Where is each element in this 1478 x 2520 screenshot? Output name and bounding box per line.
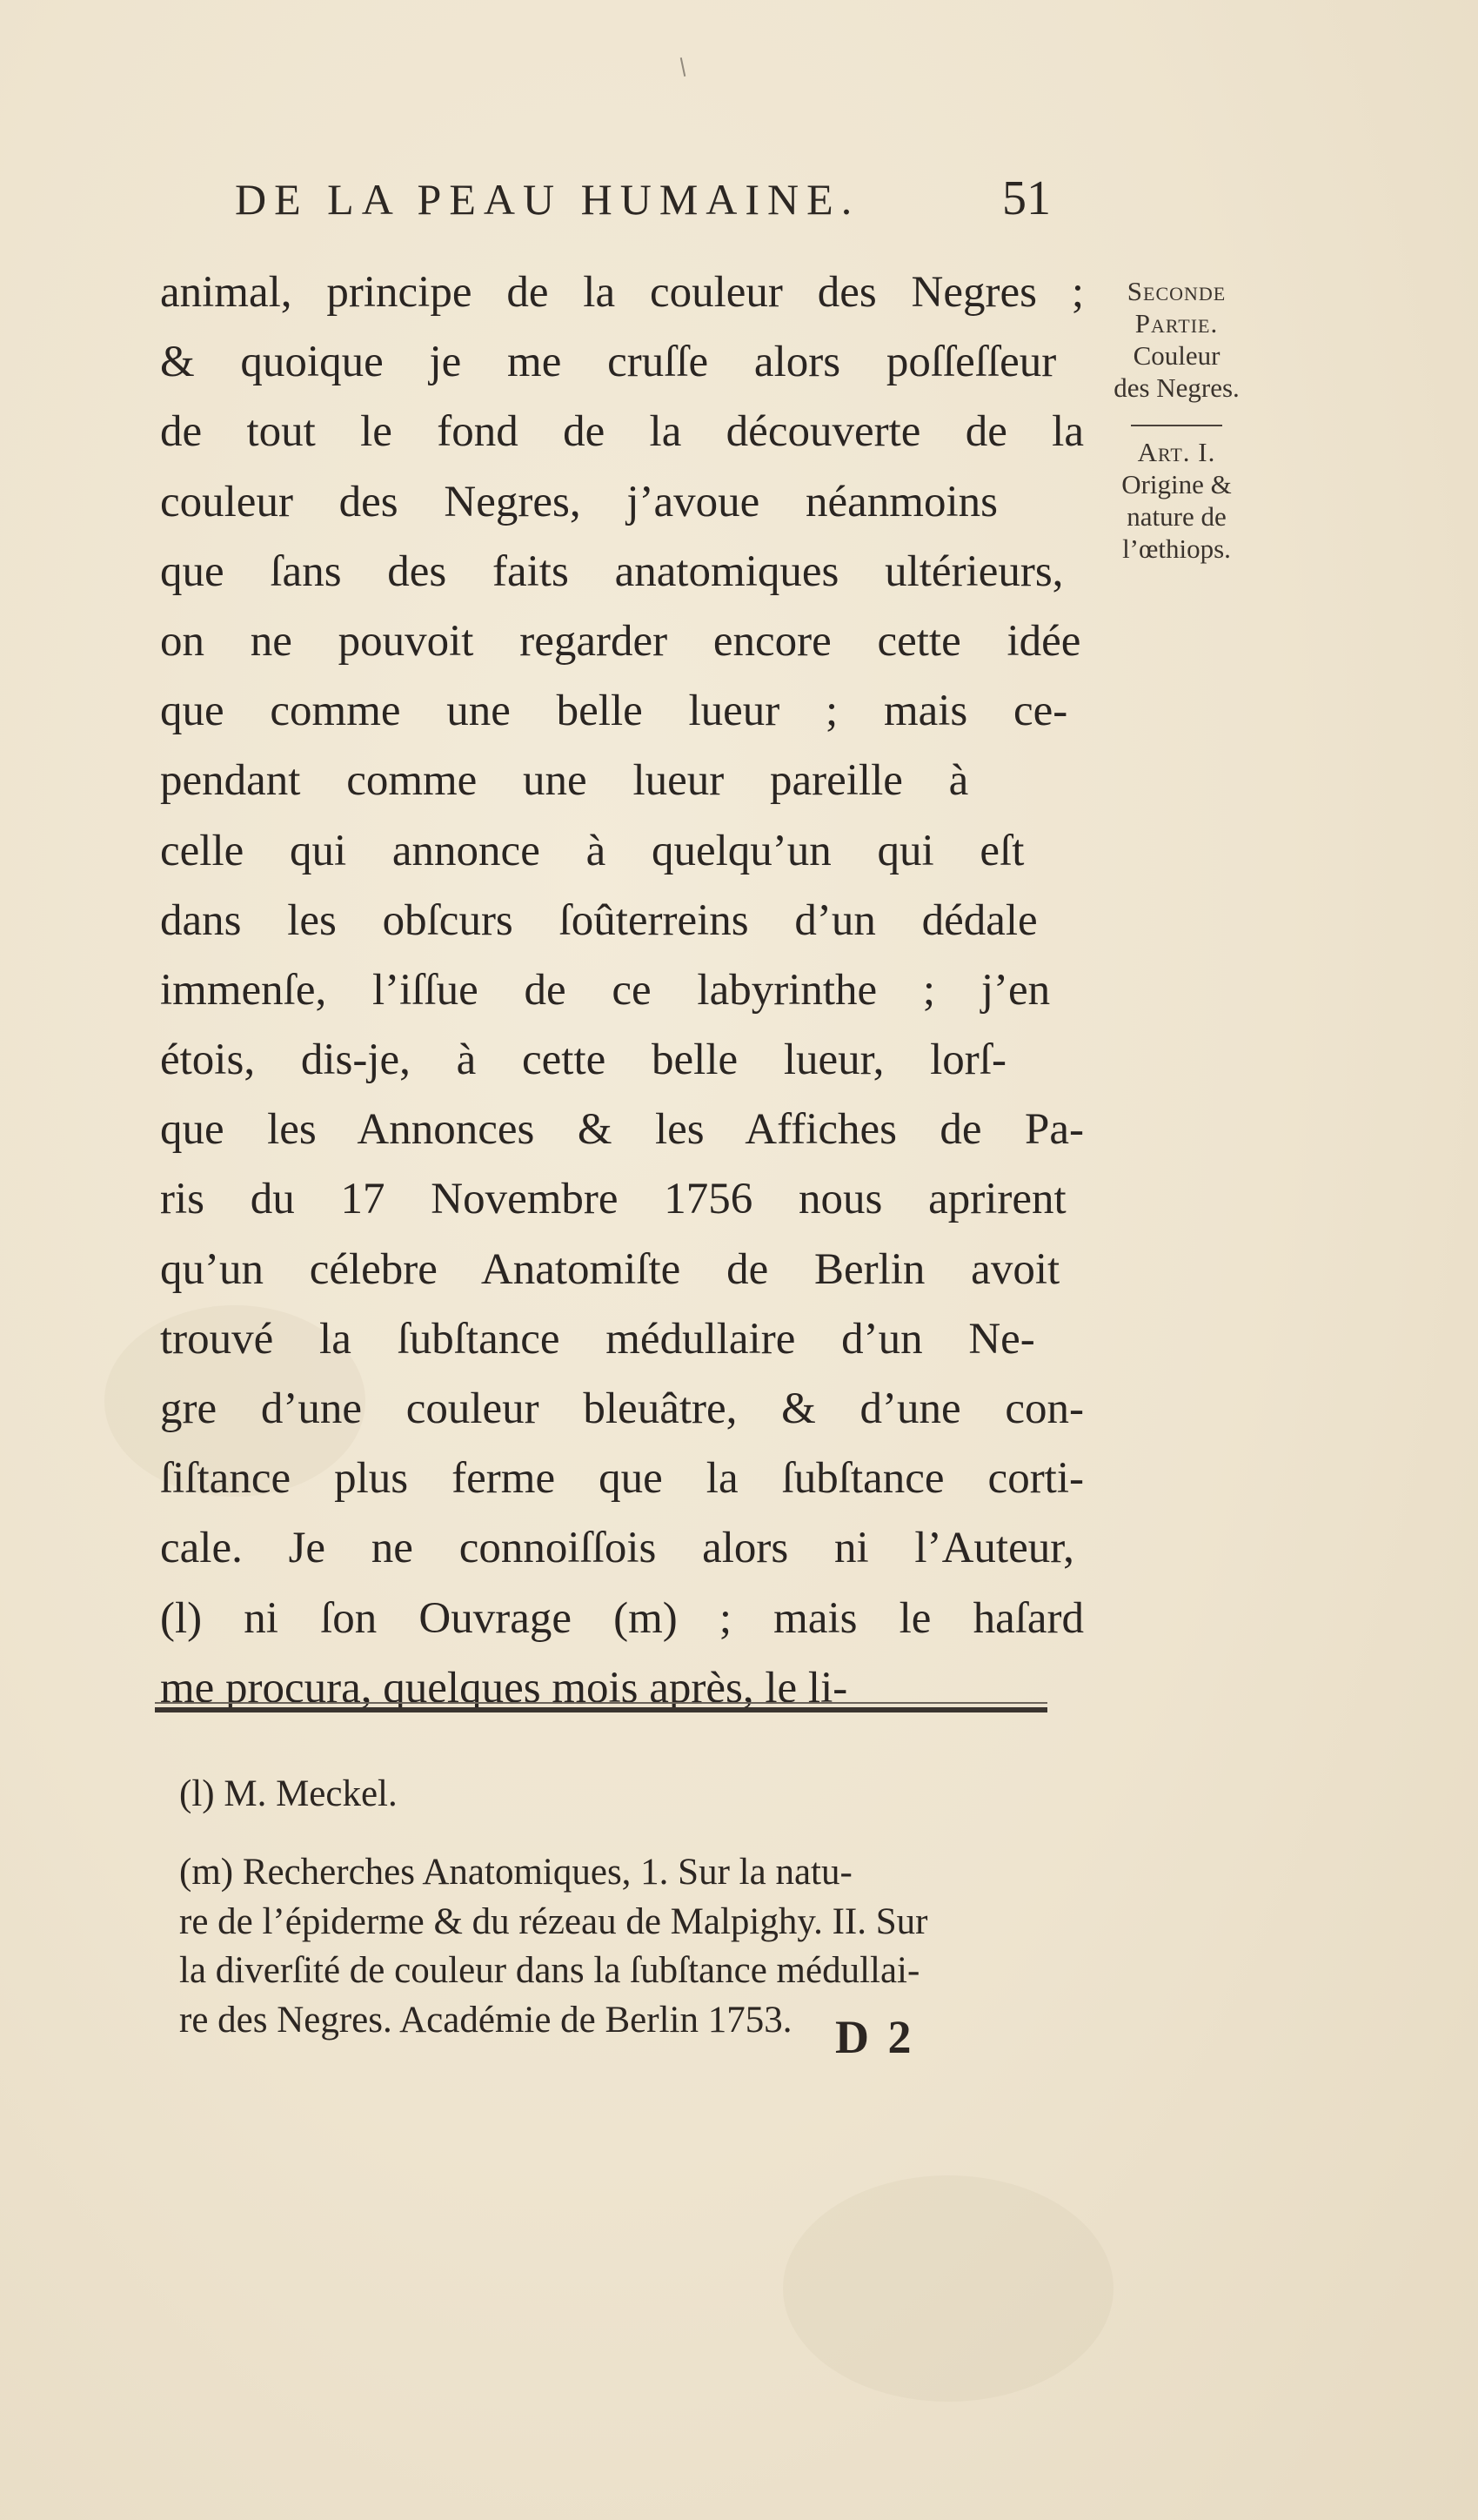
text-line-content: ris du 17 Novembre 1756 nous aprirent [160,1175,1067,1224]
margin-note-line: Couleur [1133,340,1221,371]
text-line [160,607,1084,676]
text-line-content: dans les obſcurs ſoûterreins d’un dédale [160,895,1038,945]
text-line-content: & quoique je me cruſſe alors poſſeſſeur [160,338,1057,387]
footnote-m-line: (m) Recherches Anatomiques, 1. Sur la natu- [179,1852,853,1893]
text-line-content: celle qui annonce à quelqu’un qui eſt [160,826,1025,875]
text-line [160,1444,1084,1513]
footnote-m-line: re de l’épiderme & du rézeau de Malpighy. II. Sur [179,1900,928,1942]
margin-note-divider [1087,404,1266,436]
margin-note-line: nature de [1127,501,1227,532]
text-line [160,1164,1084,1234]
text-line-content: ſiſtance plus ferme que la ſubſtance corti- [160,1454,1084,1504]
text-line [160,397,1084,466]
text-line [160,537,1084,607]
text-line-content: de tout le fond de la découverte de la [160,407,1084,457]
margin-note-line: des Negres. [1114,372,1240,403]
footnote-rule [155,1707,1047,1712]
text-line-content: pendant comme une lueur pareille à [160,756,969,806]
margin-note-line: Art. I. [1137,437,1216,467]
text-line-content: que comme une belle lueur ; mais ce- [160,687,1068,736]
paper-stain [783,2175,1114,2402]
text-line-content: cale. Je ne connoiſſois alors ni l’Auteur, [160,1524,1074,1573]
footnote-rule-thin [155,1702,1047,1704]
text-line-content: trouvé la ſubſtance médullaire d’un Ne- [160,1314,1035,1364]
margin-note-line: Partie. [1134,308,1219,338]
margin-note-line: Origine & [1121,469,1232,499]
margin-note-line: Seconde [1127,276,1227,306]
footnotes [179,1770,1049,2045]
text-line [160,1025,1084,1095]
text-line-content: couleur des Negres, j’avoue néanmoins [160,477,998,526]
page-number: 51 [1002,171,1051,225]
text-line-content: animal, principe de la couleur des Negres ; [160,268,1084,317]
margin-note-line: l’œthiops. [1122,533,1231,564]
text-line [160,1304,1084,1374]
text-line-content: étois, dis-je, à cette belle lueur, lorſ- [160,1035,1007,1085]
body-text [160,258,1084,1723]
text-line [160,327,1084,397]
text-line [160,1235,1084,1304]
margin-note [1087,275,1266,565]
text-line [160,1095,1084,1164]
text-line-content: me procura, quelques mois après, le li- [160,1663,848,1712]
ink-mark [680,57,686,77]
text-line [160,816,1084,886]
text-line [160,955,1084,1025]
footnote-m-line: re des Negres. Académie de Berlin 1753. [179,1999,793,2041]
text-line-content: que ſans des faits anatomiques ultérieurs, [160,546,1064,596]
text-line [160,676,1084,746]
footnote-l: (l) M. Meckel. [179,1773,398,1814]
text-line-content: gre d’une couleur bleuâtre, & d’une con- [160,1384,1084,1433]
text-line [160,1513,1084,1583]
text-line-content: immenſe, l’iſſue de ce labyrinthe ; j’en [160,965,1051,1015]
text-line [160,886,1084,955]
text-line-content: que les Annonces & les Affiches de Pa- [160,1105,1084,1155]
text-line [160,1374,1084,1444]
footnote-m-line: la diverſité de couleur dans la ſubſtance médullai- [179,1950,920,1991]
text-line [160,467,1084,537]
text-line-content: qu’un célebre Anatomiſte de Berlin avoit [160,1244,1060,1294]
text-line-content: (l) ni ſon Ouvrage (m) ; mais le haſard [160,1593,1084,1643]
signature-mark: D 2 [835,2011,915,2063]
text-line-content: on ne pouvoit regarder encore cette idée [160,616,1081,666]
text-line [160,1584,1084,1653]
running-head: DE LA PEAU HUMAINE. [235,175,860,224]
text-line [160,258,1084,327]
text-line [160,746,1084,815]
